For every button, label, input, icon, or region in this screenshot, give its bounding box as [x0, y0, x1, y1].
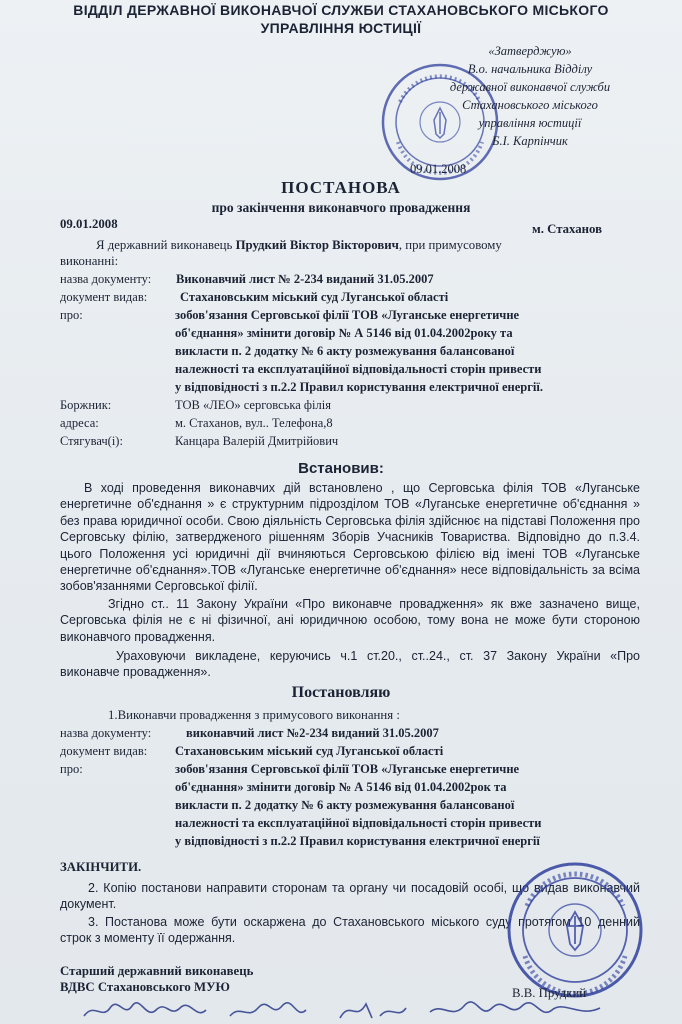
debtor-label: Боржник:: [60, 398, 112, 412]
intro-line-2: виконанні:: [60, 254, 119, 268]
signatory-name: В.В. Прудкий: [512, 986, 587, 1000]
about-line-1: зобов'язання Серговської філії ТОВ «Луганське енергетичне: [175, 308, 520, 322]
resolved-about-label: про:: [60, 762, 83, 776]
approval-line-3: державної виконавчої служби: [449, 80, 611, 94]
collector-value: Канцара Валерій Дмитрійович: [175, 434, 339, 448]
document-subtitle: про закінчення виконавчого провадження: [211, 200, 471, 215]
established-heading: Встановив:: [298, 460, 384, 477]
resolved-about-line-1: зобов'язання Серговської філії ТОВ «Луганське енергетичне: [175, 762, 520, 776]
resolved-item-3: 3. Постанова може бути оскаржена до Стахановського міського суду протягом 10 денний строк з моменту її одержання.: [60, 915, 640, 946]
resolved-doc-name-value: виконавчий лист №2-234 виданий 31.05.2007: [186, 726, 439, 740]
official-stamp-bottom: [505, 860, 645, 1000]
document-city: м. Стаханов: [532, 222, 603, 236]
established-paragraph-1: В ході проведення виконавчих дій встановлено , що Серговська філія ТОВ «Луганське енергетичне об'єднання » є структурним підрозділом ТОВ «Луганське енергетичне об'єднання » без права юридичної особи. Свою діяльність Серговська філія здійснює на підставі Положення про Серговську філію, затвердженого рішенням Зборів Учасників Товариства. Відповідно до п.3.4. цього Положення усі юридичні дії вчиняються Серговською філією від імені ТОВ «Луганське енергетичне об'єднання».ТОВ «Луганське енергетичне об'єднання» несе відповідальність за всіма зобов'язаннями Серговської філії.: [60, 481, 640, 594]
intro-suffix: , при примусовому: [398, 238, 502, 252]
approval-line-1: «Затверджую»: [488, 44, 572, 58]
issued-label: документ видав:: [60, 290, 148, 304]
about-label: про:: [60, 308, 83, 322]
about-line-5: у відповідності з п.2.2 Правил користування електричної енергії.: [175, 380, 543, 394]
doc-name-value: Виконавчий лист № 2-234 виданий 31.05.2007: [176, 272, 434, 286]
signatory-position-2: ВДВС Стахановського МУЮ: [60, 980, 230, 994]
resolved-issued-value: Стахановським міський суд Луганської області: [175, 744, 444, 758]
resolved-issued-label: документ видав:: [60, 744, 148, 758]
collector-label: Стягувач(і):: [60, 434, 123, 448]
doc-name-label: назва документу:: [60, 272, 152, 286]
issued-value: Стахановським міський суд Луганської області: [180, 290, 449, 304]
address-label: адреса:: [60, 416, 99, 430]
finish-statement: ЗАКІНЧИТИ.: [60, 860, 142, 874]
approval-line-6: Б.І. Карпінчик: [492, 134, 568, 148]
resolved-heading: Постановляю: [291, 684, 391, 701]
resolved-item-1: 1.Виконавчи провадження з примусового виконання :: [108, 708, 400, 722]
handwritten-signature: [80, 998, 640, 1024]
approval-date: 09.01.2008: [410, 162, 467, 176]
intro-line: [96, 238, 502, 253]
address-value: м. Стаханов, вул.. Телефона,8: [175, 416, 333, 430]
resolved-about-line-4: належності та експлуатаційної відповідальності сторін привести: [175, 816, 542, 830]
debtor-value: ТОВ «ЛЕО» серговська філія: [175, 398, 331, 412]
document-title: ПОСТАНОВА: [281, 178, 401, 197]
header-line-1: ВІДДІЛ ДЕРЖАВНОЇ ВИКОНАВЧОЇ СЛУЖБИ СТАХАНОВСЬКОГО МІСЬКОГО: [73, 2, 609, 18]
about-line-4: належності та експлуатаційної відповідальності сторін привести: [175, 362, 542, 376]
about-line-2: об'єднання» змінити договір № А 5146 від 01.04.2002року та: [175, 326, 513, 340]
document-date: 09.01.2008: [60, 217, 118, 231]
approval-line-5: управління юстиції: [478, 116, 582, 130]
resolved-about-line-2: об'єднання» змінити договір № А 5146 від 01.04.2002рок та: [175, 780, 507, 794]
resolved-about-line-5: у відповідності з п.2.2 Правил користування електричної енергії: [175, 834, 540, 848]
established-paragraph-2: Згідно ст.. 11 Закону України «Про виконавче провадження» як вже зазначено вище, Серговська філія не є ні фізичної, ані юридичною особою, тому вона не може бути стороною виконавчого провадження.: [60, 597, 640, 644]
approval-line-2: В.о. начальника Відділу: [467, 62, 593, 76]
resolved-doc-name-label: назва документу:: [60, 726, 152, 740]
established-paragraph-3: Ураховуючи викладене, керуючись ч.1 ст.20., ст..24., ст. 37 Закону України «Про виконавче провадження».: [60, 649, 640, 680]
approval-line-4: Стахановського міського: [462, 98, 598, 112]
executor-name: Прудкий Віктор Вікторович: [235, 238, 399, 252]
header-line-2: УПРАВЛІННЯ ЮСТИЦІЇ: [260, 20, 422, 36]
resolved-about-line-3: викласти п. 2 додатку № 6 акту розмежування балансованої: [175, 798, 515, 812]
signatory-position-1: Старший державний виконавець: [60, 964, 254, 978]
resolved-item-2: 2. Копію постанови направити сторонам та органу чи посадовій особі, що видав виконавчий документ.: [60, 881, 640, 912]
intro-prefix: Я державний виконавець: [96, 238, 236, 252]
about-line-3: викласти п. 2 додатку № 6 акту розмежування балансованої: [175, 344, 515, 358]
